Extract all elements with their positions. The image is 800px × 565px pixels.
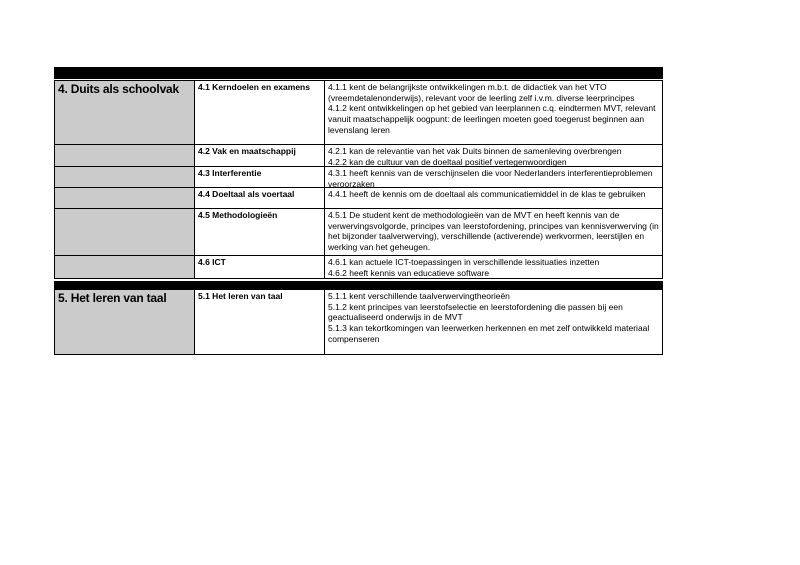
topic-cell: 4.5 Methodologieën: [195, 209, 325, 255]
competency-cell: [325, 256, 662, 278]
topic-cell: 4.4 Doeltaal als voertaal: [195, 188, 325, 208]
competency-cell: [325, 167, 662, 187]
competency-item: 4.4.1 heeft de kennis om de doeltaal als communicatiemiddel in de klas te gebruiken: [328, 189, 646, 199]
table-row: [54, 167, 663, 188]
section-label-cell: [55, 145, 195, 166]
competency-item: 4.6.1 kan actuele ICT-toepassingen in verschillende lessituaties inzetten: [328, 257, 600, 267]
topic-cell: 4.1 Kerndoelen en examens: [195, 81, 325, 144]
competency-cell: [325, 209, 662, 255]
table-row: [54, 145, 663, 167]
competency-item: 5.1.2 kent principes van leerstofselectie en leerstofordening die passen bij een geactualiseerd onderwijs in de MVT: [328, 301, 623, 323]
competency-item: 4.5.1 De student kent de methodologieën van de MVT en heeft kennis van de verwervingsvolgorde, principes van leerstofordening, principes van kennisverwerving (in het bijzonder taalverwerving), verschillende (activerende) werkvormen, leerstijlen en werking van het geheugen.: [328, 210, 659, 253]
competency-table: [54, 67, 663, 355]
table-row: [54, 209, 663, 256]
competency-item: 4.1.2 kent ontwikkelingen op het gebied van leerplannen c.q. eindtermen MVT, relevant vanuit maatschappelijk oogpunt: de leerlingen moeten goed toegerust beginnen aan levenslang leren: [328, 103, 656, 135]
competency-item: 5.1.3 kan tekortkomingen van leerwerken herkennen en met zelf ontwikkeld materiaal compenseren: [328, 323, 650, 344]
topic-cell: 5.1 Het leren van taal: [195, 290, 325, 354]
competency-item: 4.2.1 kan de relevantie van het vak Duits binnen de samenleving overbrengen: [328, 146, 622, 156]
competency-cell: [325, 145, 662, 166]
section-label-cell: [55, 167, 195, 187]
table-row: [54, 188, 663, 209]
section-label-cell: [55, 188, 195, 208]
competency-item: 4.6.2 heeft kennis van educatieve software: [328, 267, 490, 278]
section-label-cell: [55, 209, 195, 255]
topic-cell: 4.2 Vak en maatschappij: [195, 145, 325, 166]
table-row: [54, 80, 663, 145]
topic-cell: 4.6 ICT: [195, 256, 325, 278]
section-title: 4. Duits als schoolvak: [58, 82, 179, 96]
section-label-cell: [55, 256, 195, 278]
section-title: 5. Het leren van taal: [58, 291, 167, 305]
section-label-cell: [55, 290, 195, 354]
competency-item: 4.1.1 kent de belangrijkste ontwikkelingen m.b.t. de didactiek van het VTO (vreemdetalenonderwijs), relevant voor de leerling zelf i.v.m. diverse leerprincipes: [328, 82, 635, 103]
section-divider-bar: [54, 67, 663, 79]
competency-cell: [325, 81, 662, 144]
section-label-cell: [55, 81, 195, 144]
competency-item: 4.2.2 kan de cultuur van de doeltaal positief vertegenwoordigen: [328, 156, 567, 167]
competency-item: 4.3.1 heeft kennis van de verschijnselen die voor Nederlanders interferentieproblemen veroorzaken: [328, 168, 653, 189]
competency-item: 5.1.1 kent verschillende taalverwervingtheorieën: [328, 291, 510, 301]
topic-cell: 4.3 Interferentie: [195, 167, 325, 187]
table-row: [54, 289, 663, 355]
section-divider-bar: [54, 281, 663, 289]
competency-cell: [325, 290, 662, 354]
table-row: [54, 256, 663, 279]
competency-cell: [325, 188, 662, 208]
